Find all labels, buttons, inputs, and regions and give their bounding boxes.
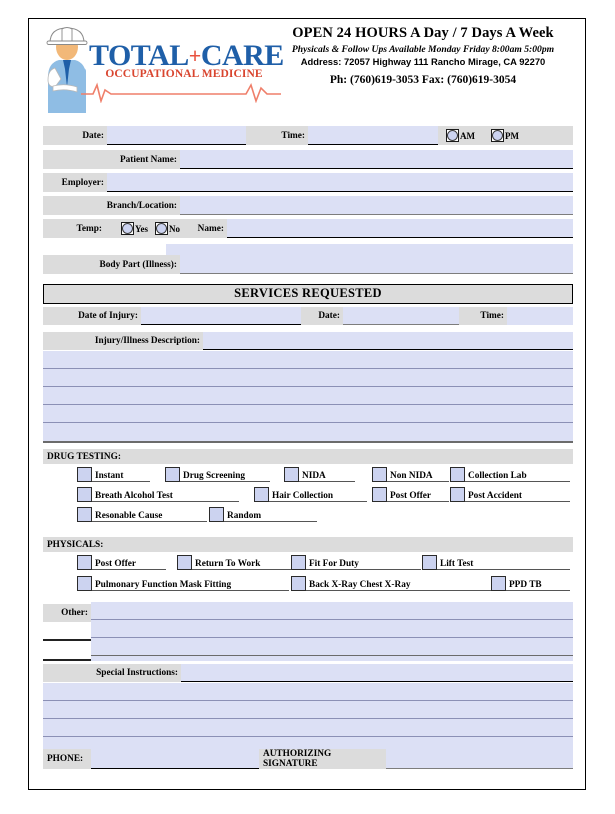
drug-option-label: Breath Alcohol Test [95, 491, 173, 501]
drug-option-label: Non NIDA [390, 471, 433, 481]
checkbox-icon[interactable] [291, 555, 306, 570]
physical-option-label: Return To Work [195, 559, 261, 569]
footer-row [43, 749, 573, 769]
checkbox-icon[interactable] [284, 467, 299, 482]
special-instructions-input[interactable] [181, 664, 573, 682]
other-line-2 [91, 620, 573, 638]
drug-option-instant[interactable] [77, 467, 150, 482]
drug-option-label: NIDA [302, 471, 326, 481]
services-time-label: Time: [459, 307, 507, 325]
form-header [29, 19, 585, 114]
checkbox-icon[interactable] [77, 576, 92, 591]
injury-description-line-5 [43, 423, 573, 441]
physicals-section-label: PHYSICALS: [43, 537, 573, 552]
brand-name [89, 39, 284, 72]
temp-no-label: No [169, 223, 180, 234]
drug-option-label: Drug Screening [183, 471, 246, 481]
temp-yes-radio[interactable] [121, 222, 134, 235]
header-physicals-hours: Physicals & Follow Ups Available Monday Friday 8:00am 5:00pm [291, 44, 555, 55]
services-date-label: Date: [301, 307, 343, 325]
pm-label: PM [505, 130, 519, 141]
drug-option-drug-screening[interactable] [165, 467, 270, 482]
drug-option-label: Hair Collection [272, 491, 334, 501]
special-instructions-label: Special Instructions: [43, 664, 181, 682]
physical-option-post-offer[interactable] [77, 555, 166, 570]
temp-name-label: Name: [183, 219, 227, 238]
injury-date-row [43, 307, 573, 325]
temp-spacer [105, 219, 117, 238]
other-divider-1 [43, 639, 91, 641]
checkbox-icon[interactable] [77, 555, 92, 570]
ekg-heartbeat-line-icon [81, 81, 281, 103]
special-instructions-line-1 [43, 683, 573, 701]
brand-care: CARE [200, 39, 284, 72]
injury-description-label: Injury/Illness Description: [43, 332, 203, 350]
other-textarea[interactable] [91, 602, 573, 661]
body-part-row [43, 255, 573, 274]
time-label: Time: [246, 126, 308, 145]
company-logo [37, 23, 284, 113]
patient-name-input[interactable] [180, 150, 573, 169]
pm-radio[interactable] [491, 129, 504, 142]
employer-label: Employer: [43, 173, 107, 192]
brand-text [89, 39, 284, 80]
checkbox-icon[interactable] [422, 555, 437, 570]
injury-description-row [43, 332, 573, 350]
special-instructions-line-2 [43, 701, 573, 719]
physical-option-label: Back X-Ray Chest X-Ray [309, 580, 411, 590]
temp-row [43, 219, 573, 238]
checkbox-icon[interactable] [254, 487, 269, 502]
phone-label: PHONE: [43, 749, 91, 769]
services-date-input[interactable] [343, 307, 459, 325]
pm-option[interactable] [489, 126, 573, 145]
drug-option-hair-collection[interactable] [254, 487, 367, 502]
checkbox-icon[interactable] [372, 467, 387, 482]
authorizing-signature-label: AUTHORIZING SIGNATURE [259, 749, 386, 769]
header-contact-block [269, 25, 577, 86]
injury-description-line-2 [43, 369, 573, 387]
injury-description-textarea[interactable] [43, 351, 573, 443]
date-label: Date: [43, 126, 107, 145]
drug-option-label: Collection Lab [468, 471, 527, 481]
checkbox-icon[interactable] [77, 487, 92, 502]
checkbox-icon[interactable] [165, 467, 180, 482]
brand-plus-icon: + [188, 43, 201, 68]
injury-description-line-4 [43, 405, 573, 423]
branch-location-label: Branch/Location: [43, 196, 180, 215]
checkbox-icon[interactable] [372, 487, 387, 502]
other-divider-2 [43, 659, 91, 661]
services-requested-title: SERVICES REQUESTED [43, 284, 573, 304]
drug-option-post-accident[interactable] [450, 487, 570, 502]
temp-no-radio[interactable] [155, 222, 168, 235]
temp-yes-label: Yes [135, 223, 148, 234]
injury-description-line-1 [43, 351, 573, 369]
physical-option-ppd-tb[interactable] [491, 576, 570, 591]
header-hours-title: OPEN 24 HOURS A Day / 7 Days A Week [292, 25, 554, 41]
temp-name-input[interactable] [227, 219, 573, 238]
physical-option-return-to-work[interactable] [177, 555, 292, 570]
employer-input[interactable] [107, 173, 573, 192]
checkbox-icon[interactable] [491, 576, 506, 591]
physical-option-fit-for-duty[interactable] [291, 555, 421, 570]
injury-description-input[interactable] [203, 332, 573, 350]
time-input[interactable] [308, 126, 438, 145]
physical-option-label: Post Offer [95, 559, 137, 569]
temp-yes-option[interactable] [117, 219, 151, 238]
am-radio[interactable] [446, 129, 459, 142]
checkbox-icon[interactable] [177, 555, 192, 570]
drug-option-resonable-cause[interactable] [77, 507, 207, 522]
header-phone-fax: Ph: (760)619-3053 Fax: (760)619-3054 [329, 74, 517, 86]
drug-option-random[interactable] [209, 507, 317, 522]
drug-option-breath-alcohol-test[interactable] [77, 487, 239, 502]
checkbox-icon[interactable] [450, 487, 465, 502]
patient-name-row [43, 150, 573, 169]
patient-name-label: Patient Name: [43, 150, 180, 169]
physical-option-pulmonary-function-mask-fitting[interactable] [77, 576, 289, 591]
checkbox-icon[interactable] [450, 467, 465, 482]
special-instructions-row [43, 664, 573, 682]
drug-option-label: Instant [95, 471, 124, 481]
drug-option-label: Post Accident [468, 491, 522, 501]
physical-option-back-xray-chest-xray[interactable] [291, 576, 499, 591]
am-label: AM [460, 130, 475, 141]
other-label: Other: [43, 604, 91, 622]
authorizing-signature-input[interactable] [386, 749, 573, 769]
injury-description-line-3 [43, 387, 573, 405]
branch-location-row [43, 196, 573, 215]
drug-option-non-nida[interactable] [372, 467, 449, 482]
drug-option-label: Post Offer [390, 491, 432, 501]
branch-location-input[interactable] [180, 196, 573, 215]
drug-option-collection-lab[interactable] [450, 467, 570, 482]
physical-option-label: PPD TB [509, 580, 542, 590]
header-address: Address: 72057 Highway 111 Rancho Mirage, CA 92270 [300, 56, 546, 67]
drug-option-nida[interactable] [284, 467, 355, 482]
drug-testing-section-label: DRUG TESTING: [43, 449, 573, 464]
date-of-injury-input[interactable] [141, 307, 301, 325]
phone-input[interactable] [91, 749, 259, 769]
checkbox-icon[interactable] [291, 576, 306, 591]
form-page [28, 18, 586, 790]
am-option[interactable] [444, 126, 489, 145]
brand-total: TOTAL [89, 39, 189, 72]
drug-option-label: Random [227, 511, 262, 521]
checkbox-icon[interactable] [77, 507, 92, 522]
date-of-injury-label: Date of Injury: [43, 307, 141, 325]
special-instructions-line-3 [43, 719, 573, 737]
physical-option-label: Fit For Duty [309, 559, 359, 569]
body-part-label: Body Part (Illness): [43, 255, 180, 274]
date-input[interactable] [107, 126, 246, 145]
brand-tagline: OCCUPATIONAL MEDICINE [105, 68, 263, 80]
services-time-input[interactable] [507, 307, 573, 325]
body-part-input[interactable] [180, 255, 573, 274]
temp-no-option[interactable] [151, 219, 183, 238]
other-row [43, 604, 91, 622]
other-line-3 [91, 638, 573, 656]
checkbox-icon[interactable] [77, 467, 92, 482]
drug-option-post-offer[interactable] [372, 487, 449, 502]
physical-option-label: Lift Test [440, 559, 474, 569]
physical-option-lift-test[interactable] [422, 555, 570, 570]
drug-option-label: Resonable Cause [95, 511, 163, 521]
employer-row [43, 173, 573, 192]
date-time-row [43, 126, 573, 145]
other-line-1 [91, 602, 573, 620]
checkbox-icon[interactable] [209, 507, 224, 522]
physical-option-label: Pulmonary Function Mask Fitting [95, 580, 232, 590]
temp-label: Temp: [43, 219, 105, 238]
